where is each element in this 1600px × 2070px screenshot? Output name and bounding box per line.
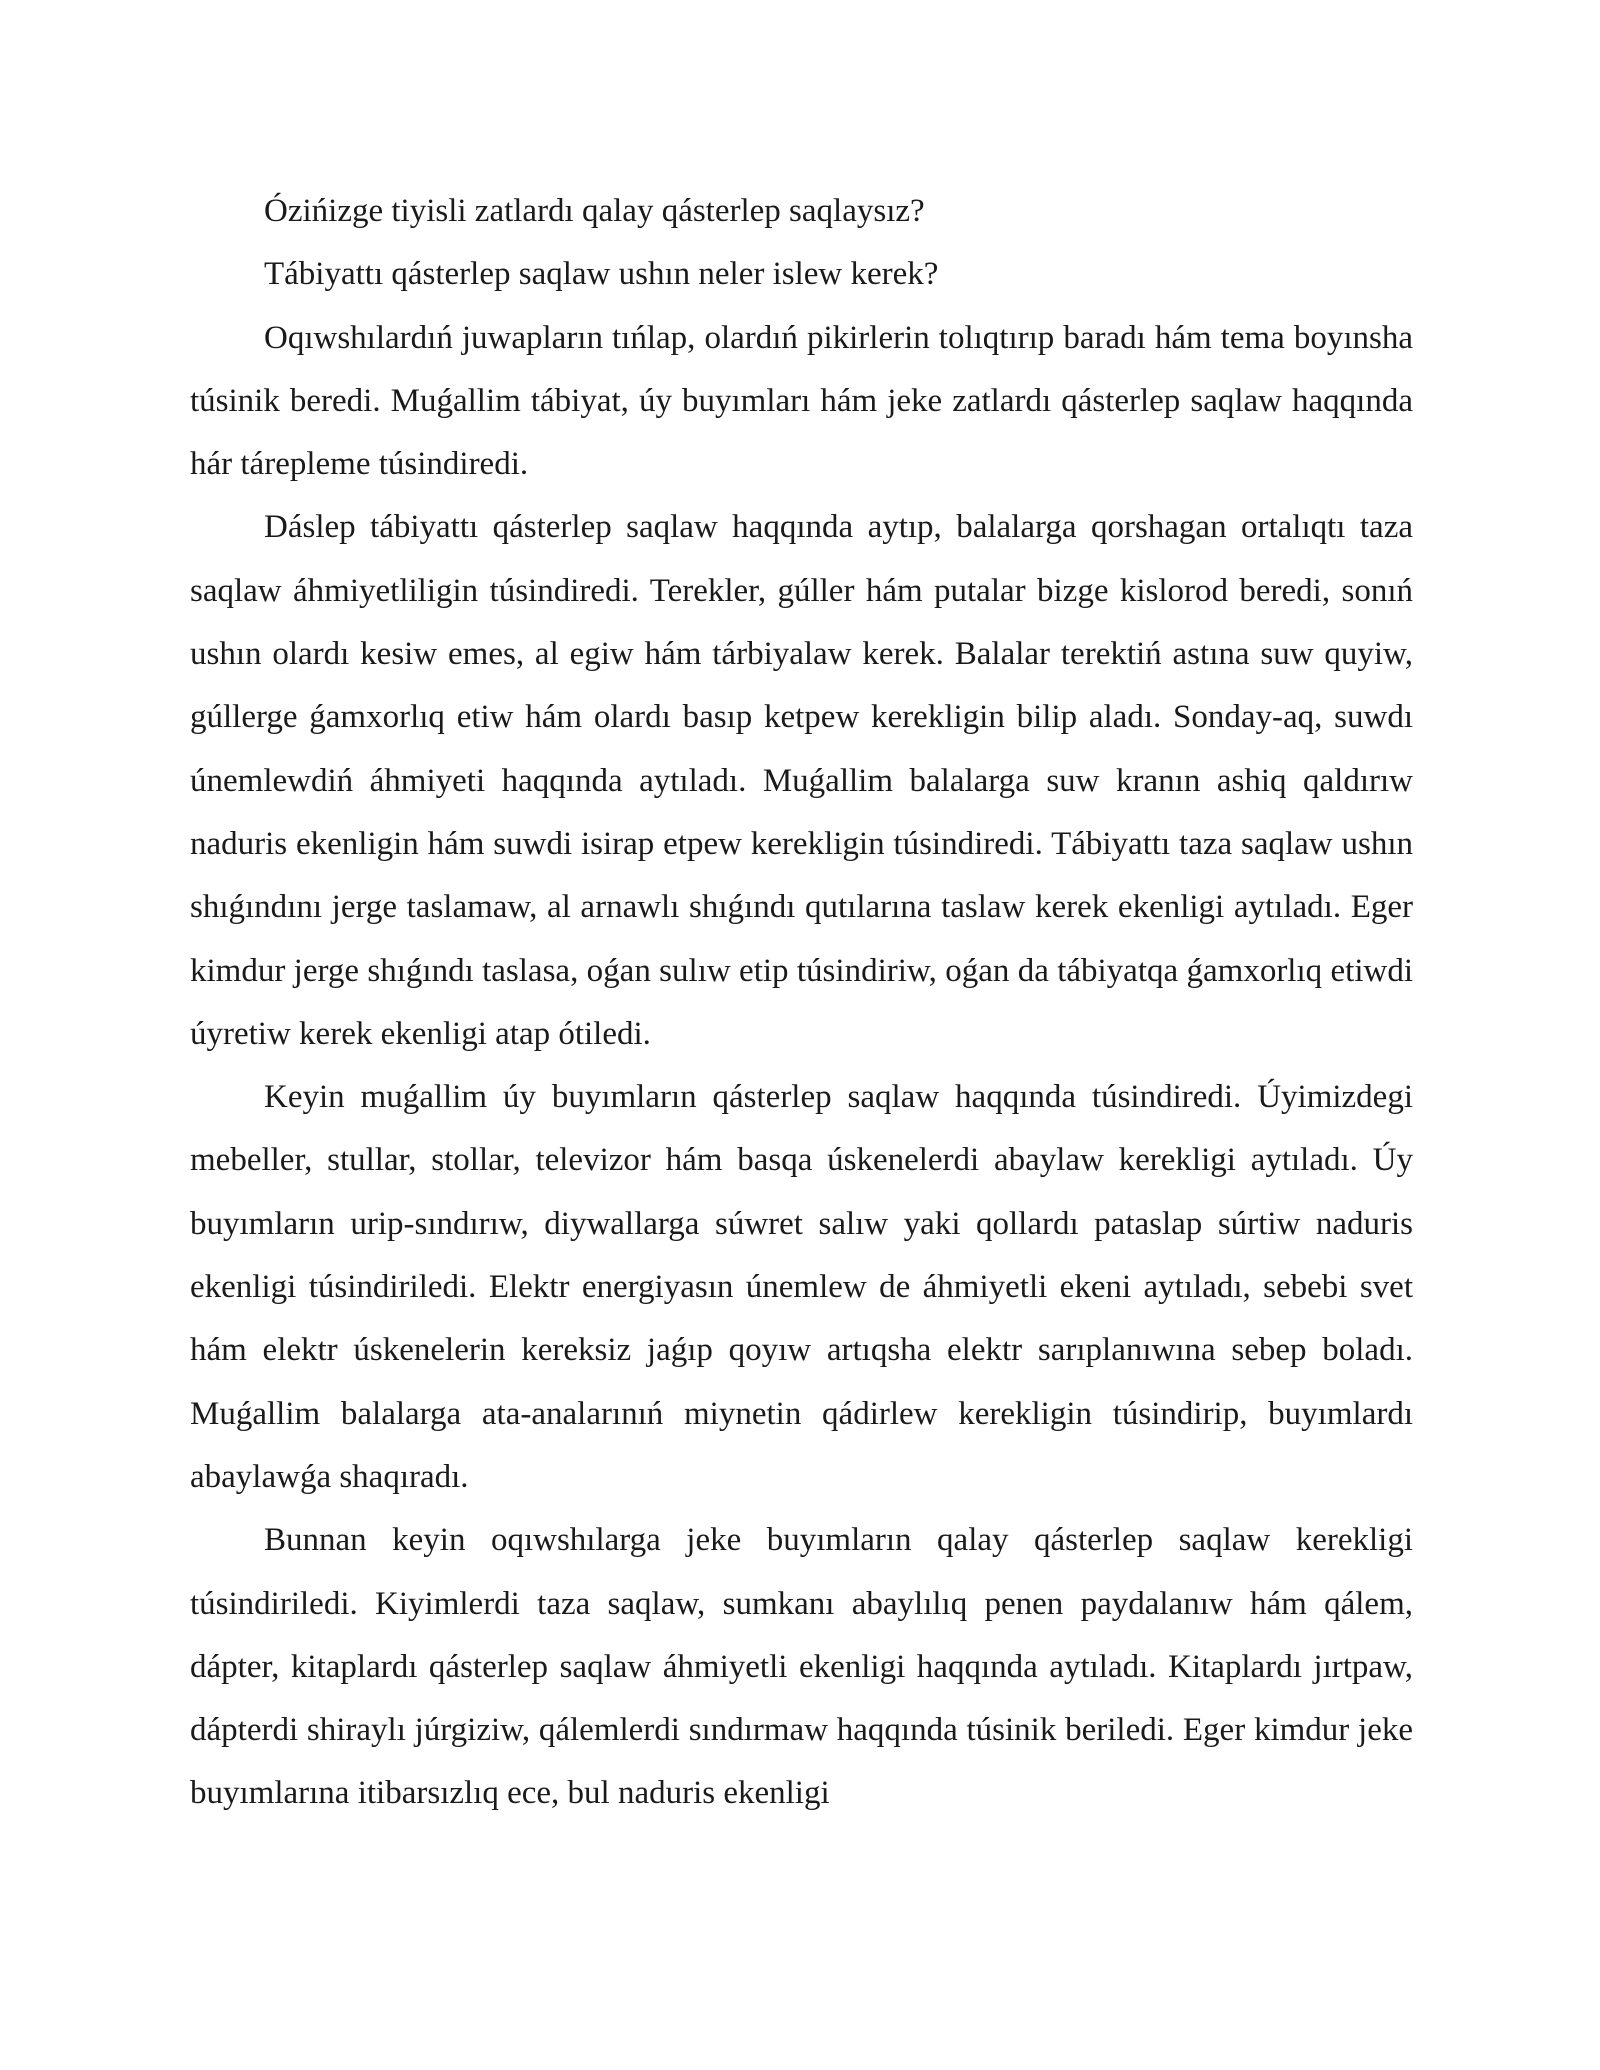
question-personal-items: Ózińizge tiyisli zatlardı qalay qásterlep saqlaysız?	[264, 193, 925, 229]
document-body	[190, 180, 1413, 1826]
paragraph-nature-care: Dáslep tábiyattı qásterlep saqlaw haqqında aytıp, balalarga qorshagan ortalıqtı taza saqlaw áhmiyetliligin túsindiredi. Terekler, gúller hám putalar bizge kislorod beredi, sonıń ushın olardı kesiw emes, al egiw hám tárbiyalaw kerek. Balalar terektiń astına suw quyiw, gúllerge ǵamxorlıq etiw hám olardı basıp ketpew kerekligin bilip aladı. Sonday-aq, suwdı únemlewdiń áhmiyeti haqqında aytıladı. Muǵallim balalarga suw kranın ashiq qaldırıw naduris ekenligin hám suwdi isirap etpew kerekligin túsindiredi. Tábiyattı taza saqlaw ushın shıǵındını jerge taslamaw, al arnawlı shıǵındı qutılarına taslaw kerek ekenligi aytıladı. Eger kimdur jerge shıǵındı taslasa, oǵan sulıw etip túsindiriw, oǵan da tábiyatqa ǵamxorlıq etiwdi úyretiw kerek ekenligi atap ótiledi.	[190, 509, 1413, 1052]
question-nature: Tábiyattı qásterlep saqlaw ushın neler islew kerek?	[264, 256, 939, 293]
paragraph-household-items: Keyin muǵallim úy buyımların qásterlep saqlaw haqqında túsindiredi. Úyimizdegi mebeller, stullar, stollar, televizor hám basqa úskenelerdi abaylaw kerekligi aytıladı. Úy buyımların urip-sındırıw, diywallarga súwret salıw yaki qollardı pataslap súrtiw naduris ekenligi túsindiriledi. Elektr energiyasın únemlew de áhmiyetli ekeni aytıladı, sebebi svet hám elektr úskenelerin kereksiz jaǵıp qoyıw artıqsha elektr sarıplanıwına sebep boladı. Muǵallim balalarga ata-analarınıń miynetin qádirlew kerekligin túsindirip, buyımlardı abaylawǵa shaqıradı.	[190, 1079, 1413, 1495]
paragraph-teacher-explains: Oqıwshılardıń juwapların tıńlap, olardıń pikirlerin tolıqtırıp baradı hám tema boyınsha túsinik beredi. Muǵallim tábiyat, úy buyımları hám jeke zatlardı qásterlep saqlaw haqqında hár tárepleme túsindiredi.	[190, 319, 1413, 483]
paragraph-personal-items: Bunnan keyin oqıwshılarga jeke buyımların qalay qásterlep saqlaw kerekligi túsindiriledi. Kiyimlerdi taza saqlaw, sumkanı abaylılıq penen paydalanıw hám qálem, dápter, kitaplardı qásterlep saqlaw áhmiyetli ekenligi haqqında aytıladı. Kitaplardı jırtpaw, dápterdi shiraylı júrgiziw, qálemlerdi sındırmaw haqqında túsinik beriledi. Eger kimdur jeke buyımlarına itibarsızlıq ece, bul naduris ekenligi	[190, 1522, 1413, 1812]
